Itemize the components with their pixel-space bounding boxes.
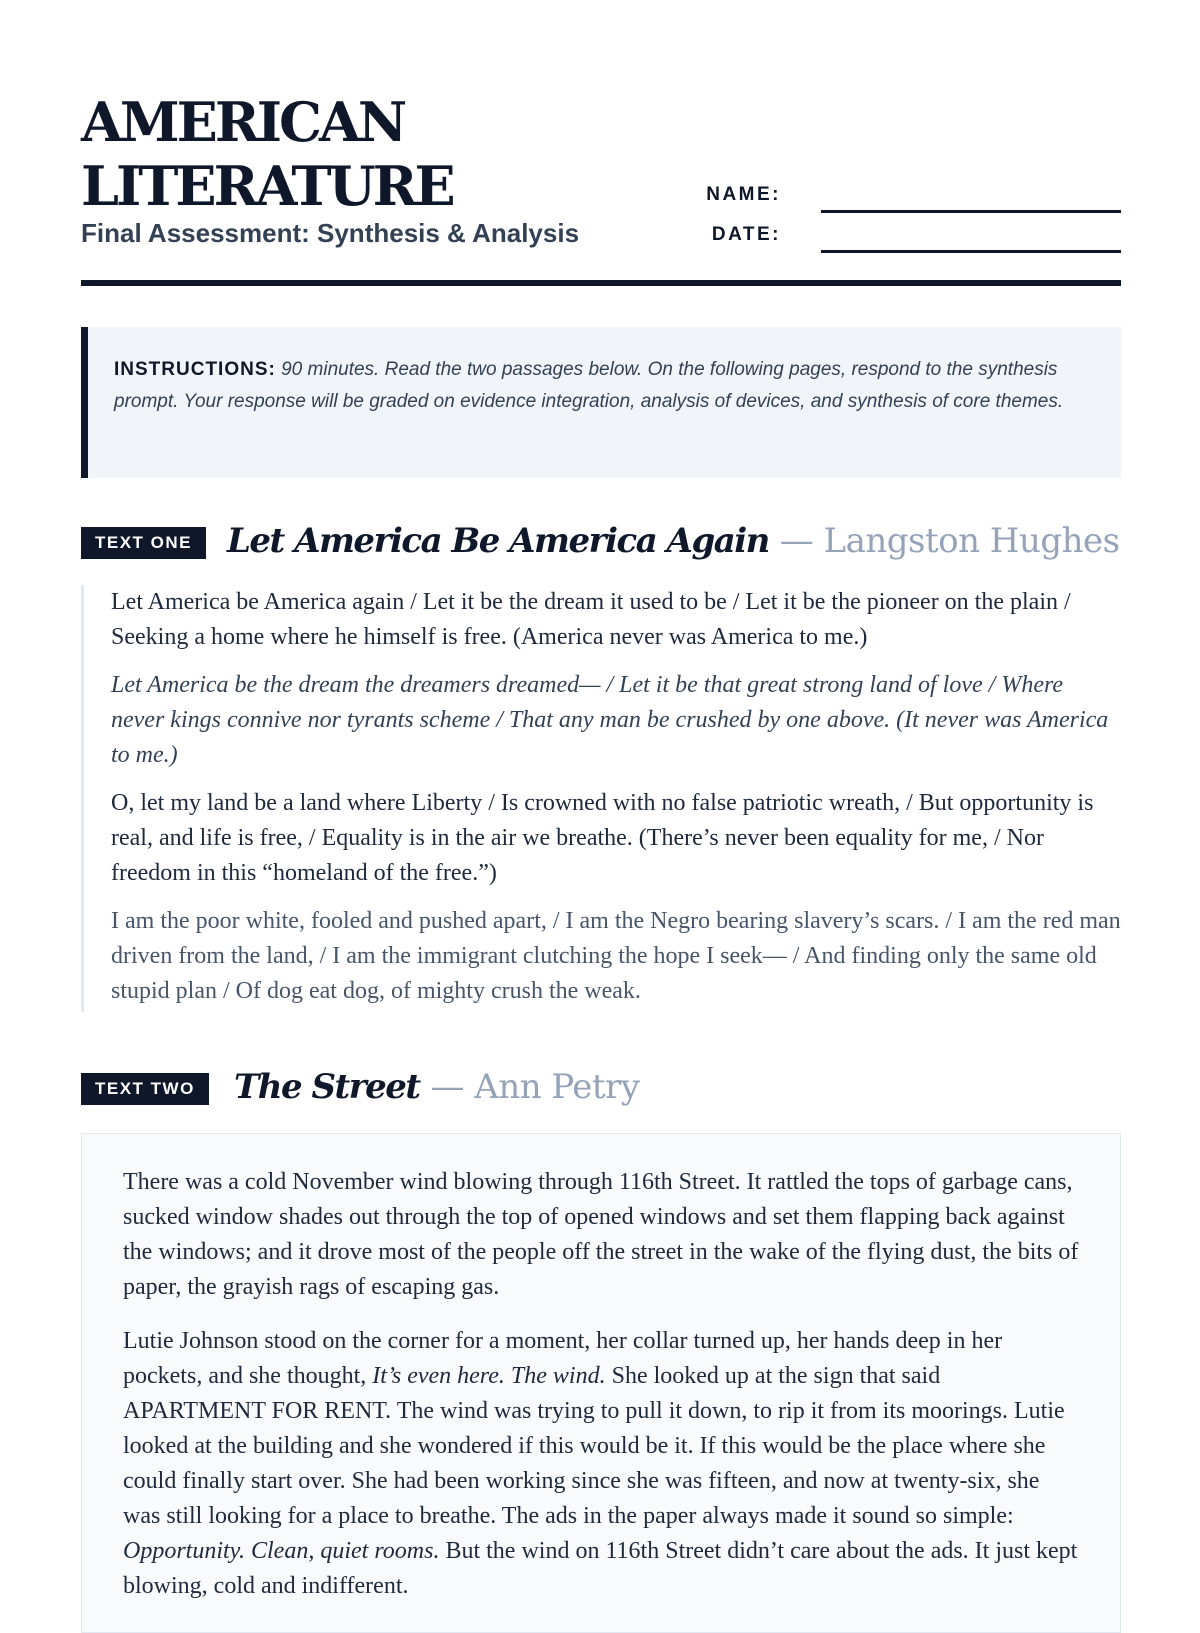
title-line-2: LITERATURE	[81, 154, 453, 218]
date-line[interactable]	[821, 250, 1121, 253]
name-field[interactable]	[701, 182, 1121, 212]
date-field[interactable]	[701, 222, 1121, 252]
text-two-work	[234, 1065, 640, 1109]
title-line-1: AMERICAN	[81, 90, 405, 154]
poem-stanza: Let America be the dream the dreamers dreamed— / Let it be that great strong land of love / Where never kings connive nor tyrants scheme / That any man be crushed by one above. (It never was America to me.)	[111, 672, 1109, 768]
prose-text: She looked up at the sign that said APARTMENT FOR RENT. The wind was trying to pull it down, to rip it from its moorings. Lutie looked at the building and she wondered if this would be it. If this would be the place where she could finally start over. She had been working since she was fifteen, and now at twenty-six, she was still looking for a place to breathe. The ads in the paper always made it sound so simple:	[123, 1363, 1065, 1529]
instructions-text: 90 minutes. Read the two passages below. On the following pages, respond to the synthesis prompt. Your response will be graded on evidence integration, analysis of devices, and synthesis of core themes.	[114, 359, 1064, 412]
text-two-title: The Street	[234, 1067, 420, 1107]
poem-passage	[81, 585, 1121, 1012]
assessment-page	[81, 0, 1121, 1599]
page-subtitle: Final Assessment: Synthesis & Analysis	[81, 218, 580, 248]
prose-text: But the wind on 116th Street didn’t care about the ads. It just kept blowing, cold and indifferent.	[123, 1538, 1078, 1599]
text-one-author: — Langston Hughes	[779, 521, 1120, 561]
prose-italic-thought: It’s even here. The wind.	[372, 1363, 606, 1389]
date-label: DATE:	[711, 224, 781, 245]
instructions-label: INSTRUCTIONS:	[114, 359, 276, 380]
poem-stanza: O, let my land be a land where Liberty / Is crowned with no false patriotic wreath, / But opportunity is real, and life is free, / Equality is in the air we breathe. (There’s never been equality for me, / Nor freedom in this “homeland of the free.”)	[111, 790, 1094, 886]
text-one-work	[227, 519, 1120, 563]
text-one-title: Let America Be America Again	[227, 521, 769, 561]
poem-stanza: I am the poor white, fooled and pushed apart, / I am the Negro bearing slavery’s scars. / I am the red man driven from the land, / I am the immigrant clutching the hope I seek— / And finding only the same old stupid plan / Of dog eat dog, of mighty crush the weak.	[111, 908, 1121, 1004]
name-label: NAME:	[706, 184, 781, 205]
prose-paragraph-1: There was a cold November wind blowing through 116th Street. It rattled the tops of garbage cans, sucked window shades out through the top of opened windows and set them flapping back against the windows; and it drove most of the people off the street in the wake of the flying dust, the bits of paper, the grayish rags of escaping gas.	[123, 1169, 1079, 1300]
instructions-box	[81, 327, 1121, 478]
header-divider	[81, 280, 1121, 286]
page-header	[81, 0, 1121, 287]
prose-text: Lutie Johnson stood on the corner for a moment, her collar turned up, her hands deep in her pockets, and she thought,	[123, 1328, 1003, 1389]
text-two-author: — Ann Petry	[430, 1067, 640, 1107]
prose-paragraph-2	[123, 1324, 1080, 1604]
prose-italic-ad: Opportunity. Clean, quiet rooms.	[123, 1538, 440, 1564]
prose-passage	[81, 1133, 1121, 1633]
name-line[interactable]	[821, 210, 1121, 213]
text-two-badge: TEXT TWO	[81, 1073, 209, 1105]
text-one-badge: TEXT ONE	[81, 527, 206, 559]
page-title	[81, 90, 453, 218]
poem-stanza: Let America be America again / Let it be the dream it used to be / Let it be the pioneer on the plain / Seeking a home where he himself is free. (America never was America to me.)	[111, 589, 1071, 650]
